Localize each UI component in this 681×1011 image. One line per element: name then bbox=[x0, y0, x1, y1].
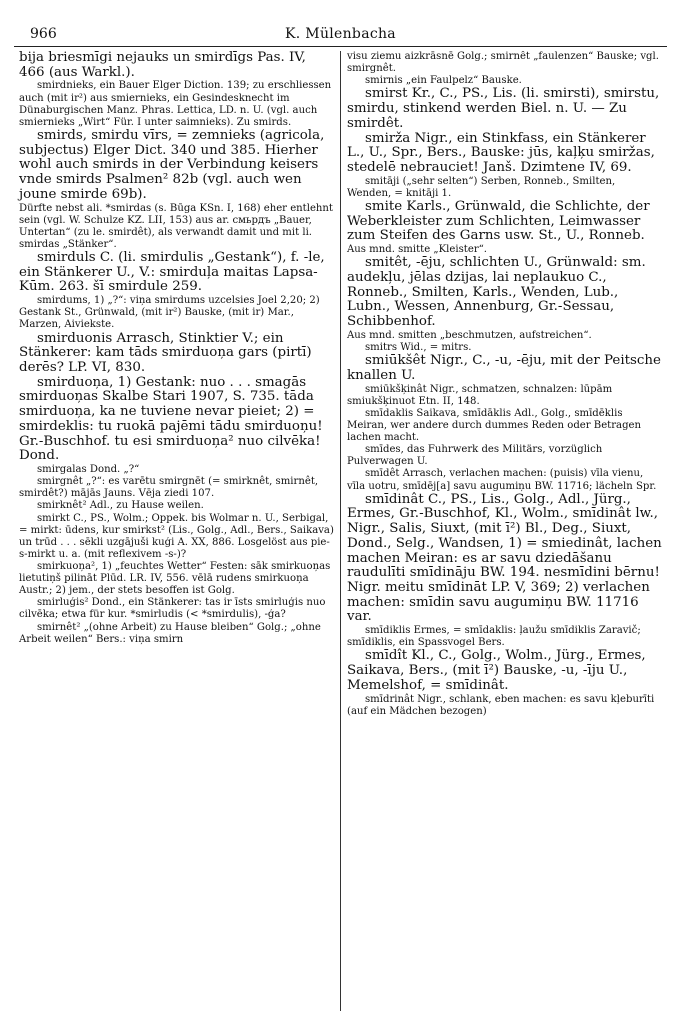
dictionary-entry: smirluģis² Dond., ein Stänkerer: tas ir īsts smirluģis nuo cilvēka; etwa für kur. *smirludis (< *smirdulis), -ģa? bbox=[19, 597, 326, 621]
dictionary-entry: smitāji („sehr selten“) Serben, Ronneb., Smilten, Wenden, = knitāji 1. bbox=[347, 175, 616, 199]
dictionary-entry: Dürfte nebst ali. *smirdas (s. Būga KSn. I, 168) eher entlehnt sein (vgl. W. Schulze KZ. LII, 153) aus ar. смьрдъ „Bauer, Untertan“ (zu le. smirdêt), als verwandt damit und mit li. smirdas „Stänker“. bbox=[19, 202, 333, 250]
column-divider bbox=[340, 51, 341, 1011]
dictionary-entry: smirduoņa, 1) Gestank: nuo . . . smagās smirduoņas Skalbe Stari 1907, S. 735. tāda smirduoņa, ka ne tuviene nevar pieiet; 2) = smirdeklis: tu ruokā pajēmi tādu smirduoņu! Gr.-Buschhof. tu esi smirduoņa² nuo cilvēka! Dond. bbox=[19, 374, 323, 464]
dictionary-entry: smirža Nigr., ein Stinkfass, ein Stänkerer L., U., Spr., Bers., Bauske: jūs, kaļķu smiržas, stedelē nebrauciet! Janš. Dzimtene IV, 69. bbox=[347, 130, 655, 175]
dictionary-entry: smīdiklis Ermes, = smīdaklis: ļaužu smīdiklis Zaravič; smīdiklis, ein Spassvogel Bers. bbox=[347, 625, 641, 649]
dictionary-entry: smite Karls., Grünwald, die Schlichte, der Weberkleister zum Schlichten, Leimwasser zum Steifen des Garns usw. St., U., Ronneb. bbox=[347, 198, 650, 244]
dictionary-entry: Aus mnd. smitte „Kleister“. bbox=[347, 244, 488, 256]
dictionary-entry: smirgalas Dond. „?“ bbox=[37, 464, 140, 476]
dictionary-entry: smirnis „ein Faulpelz“ Bauske. bbox=[365, 75, 522, 87]
dictionary-entry: smirst Kr., C., PS., Lis. (li. smirsti), smirstu, smirdu, stinkend werden Biel. n. U. — Zu smirdêt. bbox=[347, 86, 660, 131]
dictionary-entry: smirdums, 1) „?“: viņa smirdums uzcelsies Joel 2,20; 2) Gestank St., Grünwald, (mit ir²) Bauske, (mit ir) Mar., Marzen, Aiviekste. bbox=[19, 295, 320, 331]
dictionary-entry: smīdaklis Saikava, smīdāklis Adl., Golg., smīdēklis Meiran, wer andere durch dummes Reden oder Betragen lachen macht. bbox=[347, 407, 642, 444]
dictionary-entry: smīdît Kl., C., Golg., Wolm., Jürg., Ermes, Saikava, Bers., (mit ī²) Bauske, -u, -īju U., Memelshof, = smīdinât. bbox=[347, 648, 646, 693]
dictionary-entry: smirknêt² Adl., zu Hause weilen. bbox=[37, 500, 204, 512]
dictionary-entry: bija briesmīgi nejauks un smirdīgs Pas. IV, 466 (aus Warkl.). bbox=[19, 51, 306, 80]
page-number: 966 bbox=[30, 26, 57, 42]
dictionary-entry: smīdes, das Fuhrwerk des Militärs, vorzüglich Pulverwagen U. bbox=[347, 444, 603, 468]
page-title: K. Mülenbacha bbox=[285, 26, 396, 42]
dictionary-entry: smiūkšêt Nigr., C., -u, -ēju, mit der Peitsche knallen U. bbox=[347, 353, 661, 383]
dictionary-entry: smirnêt² „(ohne Arbeit) zu Hause bleiben“ Golg.; „ohne Arbeit weilen“ Bers.: viņa smirn bbox=[19, 621, 321, 645]
dictionary-entry: smirduonis Arrasch, Stinktier V.; ein Stänkerer: kam tāds smirduoņa gars (pirtī) derēs? LP. VI, 830. bbox=[19, 330, 312, 376]
dictionary-entry: smirds, smirdu vīrs, = zemnieks (agricola, subjectus) Elger Dict. 340 und 385. Hierher wohl auch smirds in der Verbindung keisers vnde smirds Psalmen² 82b (vgl. auch wen joune smirde 69b). bbox=[19, 127, 325, 202]
right-column bbox=[342, 51, 667, 1011]
dictionary-entry: smitêt, -ēju, schlichten U., Grünwald: sm. audekļu, jēlas dzijas, lai neplaukuo C., Ronneb., Smilten, Karls., Wenden, Lub., Lubn., Wessen, Annenburg, Gr.-Sessau, Schibbenhof. bbox=[347, 255, 646, 330]
dictionary-entry: smīdrinât Nigr., schlank, eben machen: es savu kļeburīti (auf ein Mädchen bezogen) bbox=[347, 693, 655, 717]
left-column bbox=[14, 51, 339, 1011]
dictionary-entry: smirduls C. (li. smirdulis „Gestank“), f. -le, ein Stänkerer U., V.: smirduļa maitas Lapsa-Kūm. 263. šī smirdule 259. bbox=[19, 250, 325, 295]
dictionary-entry: smirkuoņa², 1) „feuchtes Wetter“ Festen: sāk smirkuoņas lietutiņš pilināt Plūd. LR. IV, 556. vēlā rudens smirkuoņa Austr.; 2) jem., der stets besoffen ist Golg. bbox=[19, 561, 331, 597]
dictionary-entry: smīdêt Arrasch, verlachen machen: (puisis) vīla vienu, vīla uotru, smīdēj[a] savu augumiņu BW. 11716; lächeln Spr. bbox=[347, 468, 657, 492]
page-header bbox=[14, 22, 667, 47]
dictionary-entry: Aus mnd. smitten „beschmutzen, aufstreichen“. bbox=[347, 329, 592, 341]
dictionary-entry: smirgnêt „?“: es varētu smirgnēt (= smirknêt, smirnêt, smirdêt?) mājās Jauns. Vēja ziedi 107. bbox=[19, 476, 319, 500]
dictionary-entry: visu ziemu aizkrāsnē Golg.; smirnêt „faulenzen“ Bauske; vgl. smirgnêt. bbox=[347, 51, 659, 75]
dictionary-entry: smīdinât C., PS., Lis., Golg., Adl., Jürg., Ermes, Gr.-Buschhof, Kl., Wolm., smīdinât lw., Nigr., Salis, Siuxt, (mit ī²) Bl., Deg., Siuxt, Dond., Selg., Wandsen, 1) = smiedinât, lachen machen Meiran: es ar savu dziedāšanu raudulīti smīdināju BW. 194. nesmīdini bērnu! Nigr. meitu smīdināt LP. V, 369; 2) verlachen machen: smīdin savu augumiņu BW. 11716 var. bbox=[347, 491, 662, 625]
dictionary-entry: smitrs Wid., = mitrs. bbox=[365, 342, 472, 354]
dictionary-entry: smirdnieks, ein Bauer Elger Diction. 139; zu erschliessen auch (mit ir²) aus smiernieks, ein Gesindesknecht im Dünaburgischen Manz. Phras. Lettica, LD. n. U. (vgl. auch smiernieks „Wirt“ Für. I unter saimnieks). Zu smirds. bbox=[19, 80, 332, 128]
dictionary-entry: smirkt C., PS., Wolm.; Oppek. bis Wolmar n. U., Serbigal, = mirkt: ūdens, kur smirkst² (Lis., Golg., Adl., Bers., Saikava) un trūd . . . sēkli uzgājuši kuģi A. XX, 886. Losgelöst aus pie-s-mirkt u. a. (mit reflexivem -s-)? bbox=[19, 512, 334, 560]
dictionary-entry: smiūkšķinât Nigr., schmatzen, schnalzen: lūpām smiukšķinuot Etn. II, 148. bbox=[347, 383, 613, 407]
columns bbox=[14, 51, 667, 1011]
